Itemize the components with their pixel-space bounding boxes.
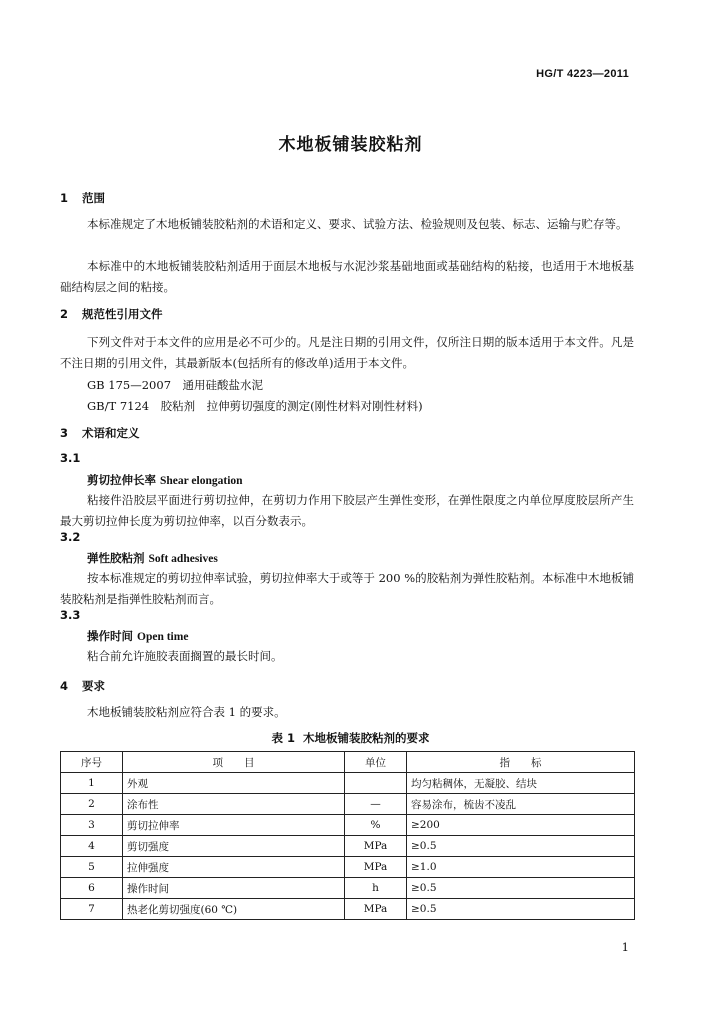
header-item: 项 目 <box>123 752 345 773</box>
cell-item: 外观 <box>123 773 345 794</box>
page-number: 1 <box>621 940 629 954</box>
term-number-3-2: 3.2 <box>60 530 81 544</box>
cell-unit: % <box>345 815 407 836</box>
cell-item: 剪切拉伸率 <box>123 815 345 836</box>
table-row <box>61 836 635 857</box>
header-unit: 单位 <box>345 752 407 773</box>
term-english: Soft adhesives <box>148 553 218 565</box>
cell-unit: h <box>345 878 407 899</box>
cell-unit <box>345 773 407 794</box>
table-caption-text: 木地板铺装胶粘剂的要求 <box>303 731 430 745</box>
term-title-3-1 <box>87 472 243 488</box>
cell-item: 涂布性 <box>123 794 345 815</box>
requirements-table <box>60 751 635 920</box>
cell-item: 热老化剪切强度(60 ℃) <box>123 899 345 920</box>
term-english: Shear elongation <box>160 475 243 487</box>
cell-no: 2 <box>61 794 123 815</box>
table-row <box>61 878 635 899</box>
cell-no: 5 <box>61 857 123 878</box>
cell-no: 6 <box>61 878 123 899</box>
cell-unit: — <box>345 794 407 815</box>
cell-spec: ≥0.5 <box>407 836 635 857</box>
term-title-3-2 <box>87 550 218 566</box>
section-title: 范围 <box>82 191 105 205</box>
section-heading-terms <box>60 425 140 441</box>
section-number: 1 <box>60 191 69 205</box>
cell-spec: ≥0.5 <box>407 878 635 899</box>
cell-spec: ≥1.0 <box>407 857 635 878</box>
reference-item-1: GB 175—2007 通用硅酸盐水泥 <box>87 378 264 392</box>
term-title-3-3 <box>87 628 188 644</box>
scope-paragraph-2: 本标准中的木地板铺装胶粘剂适用于面层木地板与水泥沙浆基础地面或基础结构的粘接，也适用于木地板基础结构层之间的粘接。 <box>60 259 634 294</box>
term-chinese: 剪切拉伸长率 <box>87 473 156 487</box>
section-title: 规范性引用文件 <box>82 307 163 321</box>
cell-unit: MPa <box>345 899 407 920</box>
term-definition-3-3: 粘合前允许施胶表面搁置的最长时间。 <box>87 649 283 663</box>
term-chinese: 弹性胶粘剂 <box>87 551 145 565</box>
table-row <box>61 773 635 794</box>
section-heading-references <box>60 306 163 322</box>
term-english: Open time <box>137 631 189 643</box>
standard-code: HG/T 4223—2011 <box>536 68 629 80</box>
term-number-3-3: 3.3 <box>60 608 81 622</box>
page-title: 木地板铺装胶粘剂 <box>278 135 423 155</box>
section-heading-requirements <box>60 678 105 694</box>
scope-paragraph-1: 本标准规定了木地板铺装胶粘剂的术语和定义、要求、试验方法、检验规则及包装、标志、运输与贮存等。 <box>87 217 628 231</box>
requirements-intro: 木地板铺装胶粘剂应符合表 1 的要求。 <box>87 705 286 719</box>
term-definition-3-1: 粘接件沿胶层平面进行剪切拉伸，在剪切力作用下胶层产生弹性变形，在弹性限度之内单位厚度胶层所产生最大剪切拉伸长度为剪切拉伸率，以百分数表示。 <box>60 493 634 528</box>
table-row <box>61 857 635 878</box>
section-title: 术语和定义 <box>82 426 140 440</box>
cell-unit: MPa <box>345 836 407 857</box>
table-row <box>61 899 635 920</box>
section-number: 2 <box>60 307 69 321</box>
header-no: 序号 <box>61 752 123 773</box>
table-caption <box>0 730 701 746</box>
cell-spec: 容易涂布，梳齿不凌乱 <box>407 794 635 815</box>
table-row <box>61 794 635 815</box>
section-number: 3 <box>60 426 69 440</box>
section-number: 4 <box>60 679 69 693</box>
term-chinese: 操作时间 <box>87 629 133 643</box>
reference-item-2: GB/T 7124 胶粘剂 拉伸剪切强度的测定(刚性材料对刚性材料) <box>87 399 423 413</box>
cell-item: 剪切强度 <box>123 836 345 857</box>
header-spec: 指 标 <box>407 752 635 773</box>
cell-no: 4 <box>61 836 123 857</box>
cell-no: 1 <box>61 773 123 794</box>
term-number-3-1: 3.1 <box>60 451 81 465</box>
cell-spec: ≥0.5 <box>407 899 635 920</box>
cell-spec: 均匀粘稠体，无凝胶、结块 <box>407 773 635 794</box>
table-row <box>61 815 635 836</box>
cell-spec: ≥200 <box>407 815 635 836</box>
cell-item: 拉伸强度 <box>123 857 345 878</box>
cell-unit: MPa <box>345 857 407 878</box>
section-heading-scope <box>60 190 105 206</box>
cell-no: 3 <box>61 815 123 836</box>
table-header-row <box>61 752 635 773</box>
term-definition-3-2: 按本标准规定的剪切拉伸率试验，剪切拉伸率大于或等于 200 %的胶粘剂为弹性胶粘剂。本标准中木地板铺装胶粘剂是指弹性胶粘剂而言。 <box>60 571 634 606</box>
cell-item: 操作时间 <box>123 878 345 899</box>
references-paragraph: 下列文件对于本文件的应用是必不可少的。凡是注日期的引用文件，仅所注日期的版本适用于本文件。凡是不注日期的引用文件，其最新版本(包括所有的修改单)适用于本文件。 <box>60 335 634 370</box>
cell-no: 7 <box>61 899 123 920</box>
table-caption-number: 表 1 <box>271 731 295 745</box>
section-title: 要求 <box>82 679 105 693</box>
